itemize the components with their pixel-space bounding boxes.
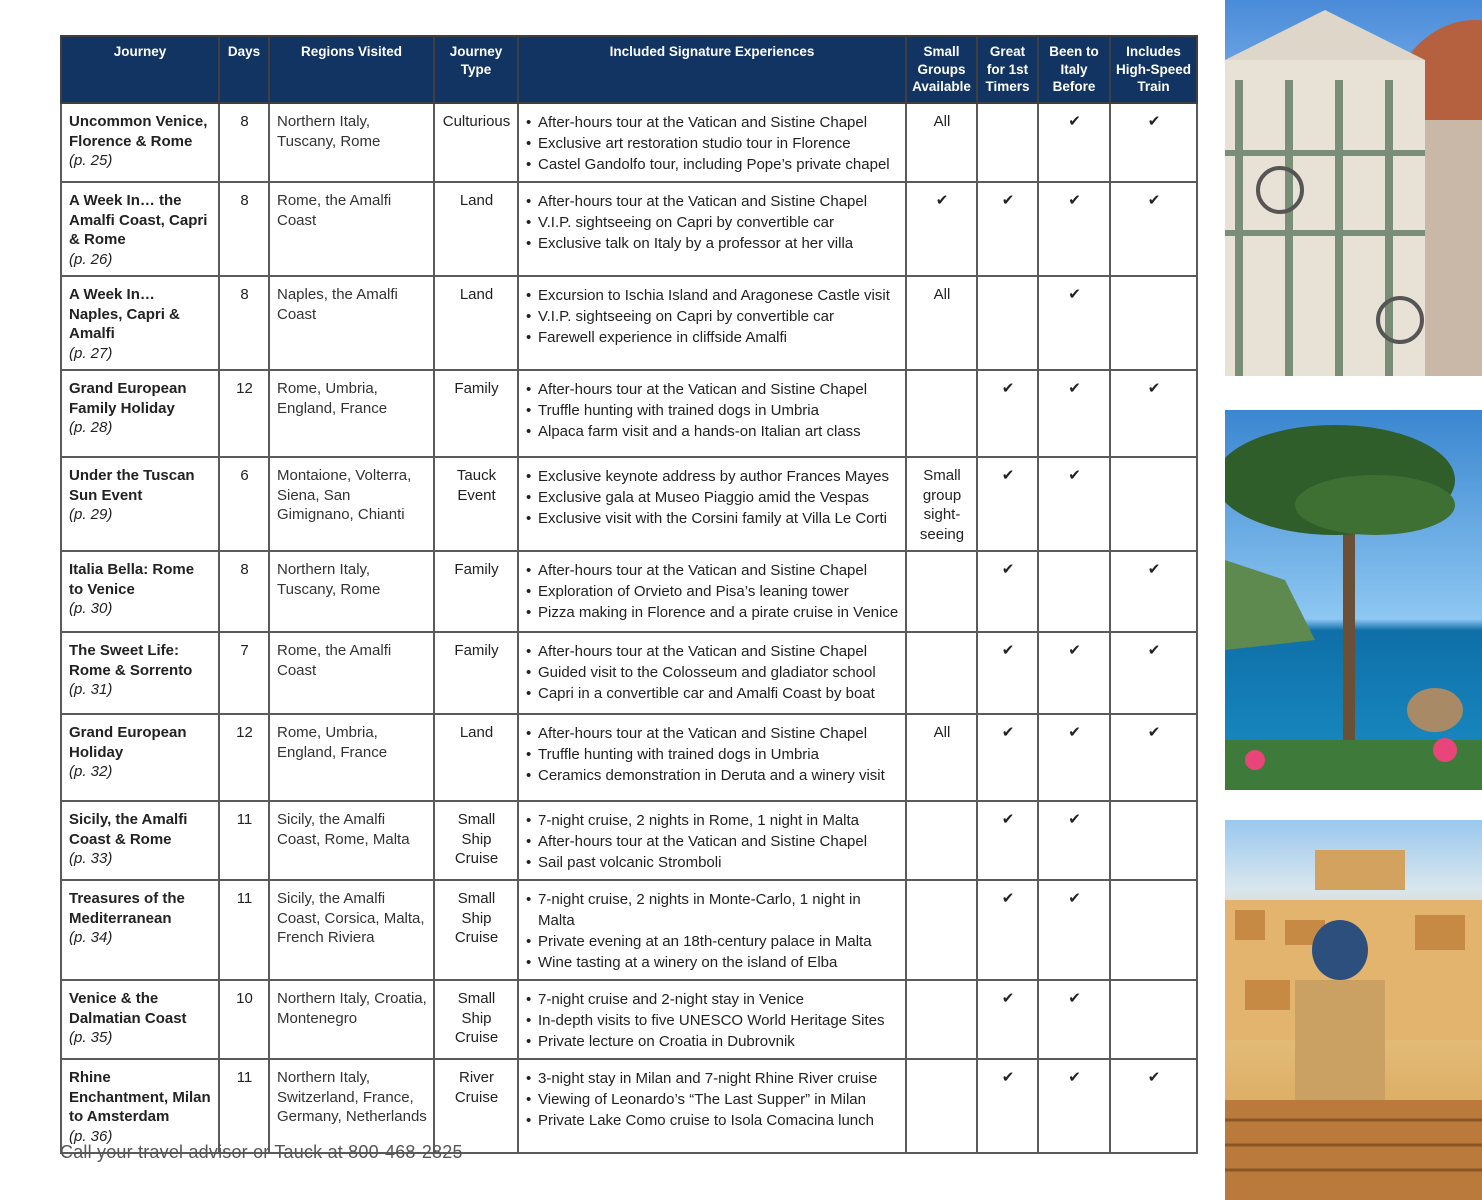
first-timers-cell: ✔	[977, 980, 1038, 1059]
first-timers-cell	[977, 276, 1038, 370]
experience-item: • After-hours tour at the Vatican and Sistine Chapel	[526, 723, 899, 744]
header-type: Journey Type	[434, 36, 518, 103]
journey-title: A Week In… Naples, Capri & Amalfi	[69, 286, 180, 342]
experience-item: • Farewell experience in cliffside Amalfi	[526, 327, 899, 348]
days-cell: 6	[219, 457, 269, 551]
high-speed-train-cell: ✔	[1110, 551, 1197, 632]
days-cell: 11	[219, 880, 269, 980]
journey-page: (p. 31)	[69, 681, 113, 698]
been-to-italy-cell: ✔	[1038, 276, 1110, 370]
experience-item: • After-hours tour at the Vatican and Sistine Chapel	[526, 379, 899, 400]
experience-item: • After-hours tour at the Vatican and Sistine Chapel	[526, 191, 899, 212]
table-row	[61, 457, 1197, 551]
experience-item: • Excursion to Ischia Island and Aragonese Castle visit	[526, 285, 899, 306]
type-cell: Family	[434, 632, 518, 714]
been-to-italy-cell: ✔	[1038, 1059, 1110, 1153]
regions-cell: Montaione, Volterra, Siena, San Gimignano, Chianti	[269, 457, 434, 551]
been-to-italy-cell: ✔	[1038, 370, 1110, 457]
journey-cell	[61, 103, 219, 182]
experiences-cell	[518, 632, 906, 714]
experience-item: • In-depth visits to five UNESCO World Heritage Sites	[526, 1010, 899, 1031]
first-timers-cell	[977, 103, 1038, 182]
experiences-cell	[518, 801, 906, 880]
regions-cell: Rome, Umbria, England, France	[269, 370, 434, 457]
experience-item: • V.I.P. sightseeing on Capri by convertible car	[526, 212, 899, 233]
journey-title: A Week In… the Amalfi Coast, Capri & Rome	[69, 192, 208, 248]
regions-cell: Rome, the Amalfi Coast	[269, 182, 434, 276]
experience-item: • 7-night cruise and 2-night stay in Venice	[526, 989, 899, 1010]
first-timers-cell: ✔	[977, 801, 1038, 880]
amalfi-coast-pine-photo	[1225, 410, 1482, 790]
journey-page: (p. 29)	[69, 506, 113, 523]
regions-cell: Naples, the Amalfi Coast	[269, 276, 434, 370]
experience-item: • Exclusive keynote address by author Frances Mayes	[526, 466, 899, 487]
journey-title: Under the Tuscan Sun Event	[69, 467, 195, 504]
experiences-cell	[518, 980, 906, 1059]
small-groups-cell	[906, 1059, 977, 1153]
first-timers-cell: ✔	[977, 182, 1038, 276]
experience-item: • Castel Gandolfo tour, including Pope’s private chapel	[526, 154, 899, 175]
footer-contact-text: Call your travel advisor or Tauck at 800-468-2825	[60, 1142, 463, 1162]
table-row	[61, 551, 1197, 632]
type-cell: Land	[434, 276, 518, 370]
type-cell: Small Ship Cruise	[434, 801, 518, 880]
experience-item: • After-hours tour at the Vatican and Sistine Chapel	[526, 831, 899, 852]
experience-item: • Exclusive talk on Italy by a professor at her villa	[526, 233, 899, 254]
type-cell: Tauck Event	[434, 457, 518, 551]
small-groups-cell	[906, 880, 977, 980]
journey-cell	[61, 714, 219, 801]
type-cell: River Cruise	[434, 1059, 518, 1153]
days-cell: 8	[219, 182, 269, 276]
journey-cell	[61, 980, 219, 1059]
first-timers-cell: ✔	[977, 457, 1038, 551]
small-groups-cell	[906, 801, 977, 880]
type-cell: Family	[434, 551, 518, 632]
first-timers-cell: ✔	[977, 714, 1038, 801]
days-cell: 7	[219, 632, 269, 714]
high-speed-train-cell	[1110, 276, 1197, 370]
table-row	[61, 276, 1197, 370]
high-speed-train-cell: ✔	[1110, 632, 1197, 714]
been-to-italy-cell	[1038, 551, 1110, 632]
experience-item: • Wine tasting at a winery on the island of Elba	[526, 952, 899, 973]
experiences-cell	[518, 370, 906, 457]
experiences-cell	[518, 1059, 906, 1153]
table-row	[61, 880, 1197, 980]
experience-item: • Private evening at an 18th-century palace in Malta	[526, 931, 899, 952]
regions-cell: Sicily, the Amalfi Coast, Rome, Malta	[269, 801, 434, 880]
experience-item: • Ceramics demonstration in Deruta and a winery visit	[526, 765, 899, 786]
header-small-groups: Small Groups Available	[906, 36, 977, 103]
first-timers-cell: ✔	[977, 1059, 1038, 1153]
experience-item: • 7-night cruise, 2 nights in Rome, 1 night in Malta	[526, 810, 899, 831]
journey-comparison-table	[60, 35, 1198, 1154]
journey-cell	[61, 551, 219, 632]
days-cell: 11	[219, 801, 269, 880]
days-cell: 12	[219, 714, 269, 801]
high-speed-train-cell	[1110, 457, 1197, 551]
experiences-cell	[518, 103, 906, 182]
type-cell: Land	[434, 714, 518, 801]
high-speed-train-cell: ✔	[1110, 714, 1197, 801]
journey-title: Venice & the Dalmatian Coast	[69, 990, 187, 1027]
high-speed-train-cell	[1110, 880, 1197, 980]
table-row	[61, 632, 1197, 714]
high-speed-train-cell: ✔	[1110, 182, 1197, 276]
small-groups-cell: All	[906, 103, 977, 182]
experience-item: • After-hours tour at the Vatican and Sistine Chapel	[526, 641, 899, 662]
small-groups-cell	[906, 370, 977, 457]
first-timers-cell: ✔	[977, 370, 1038, 457]
regions-cell: Northern Italy, Tuscany, Rome	[269, 551, 434, 632]
type-cell: Small Ship Cruise	[434, 880, 518, 980]
been-to-italy-cell: ✔	[1038, 714, 1110, 801]
been-to-italy-cell: ✔	[1038, 880, 1110, 980]
header-regions: Regions Visited	[269, 36, 434, 103]
header-experiences: Included Signature Experiences	[518, 36, 906, 103]
experience-item: • Truffle hunting with trained dogs in Umbria	[526, 744, 899, 765]
small-groups-cell: All	[906, 714, 977, 801]
type-cell: Small Ship Cruise	[434, 980, 518, 1059]
journey-page: (p. 27)	[69, 344, 113, 362]
days-cell: 8	[219, 103, 269, 182]
small-groups-cell: All	[906, 276, 977, 370]
header-been-to-italy: Been to Italy Before	[1038, 36, 1110, 103]
been-to-italy-cell: ✔	[1038, 632, 1110, 714]
table-row	[61, 714, 1197, 801]
journey-cell	[61, 1059, 219, 1153]
journey-page: (p. 33)	[69, 850, 113, 867]
journey-page: (p. 34)	[69, 929, 113, 946]
header-days: Days	[219, 36, 269, 103]
journey-page: (p. 25)	[69, 152, 113, 169]
high-speed-train-cell: ✔	[1110, 1059, 1197, 1153]
journey-title: The Sweet Life: Rome & Sorrento	[69, 642, 193, 679]
journey-page: (p. 30)	[69, 600, 113, 617]
experience-item: • Exclusive visit with the Corsini family at Villa Le Corti	[526, 508, 899, 529]
journey-page: (p. 36)	[69, 1127, 113, 1145]
experience-item: • After-hours tour at the Vatican and Sistine Chapel	[526, 560, 899, 581]
experiences-cell	[518, 276, 906, 370]
days-cell: 8	[219, 276, 269, 370]
days-cell: 12	[219, 370, 269, 457]
header-first-timers: Great for 1st Timers	[977, 36, 1038, 103]
header-journey: Journey	[61, 36, 219, 103]
small-groups-cell: ✔	[906, 182, 977, 276]
journey-page: (p. 28)	[69, 419, 113, 436]
journey-title: Grand European Family Holiday	[69, 380, 187, 417]
sicily-town-photo	[1225, 820, 1482, 1200]
header-high-speed: Includes High-Speed Train	[1110, 36, 1197, 103]
regions-cell: Northern Italy, Croatia, Montenegro	[269, 980, 434, 1059]
header-row	[61, 36, 1197, 103]
first-timers-cell: ✔	[977, 551, 1038, 632]
experience-item: • Private Lake Como cruise to Isola Comacina lunch	[526, 1110, 899, 1131]
table-row	[61, 801, 1197, 880]
regions-cell: Northern Italy, Switzerland, France, Germany, Netherlands	[269, 1059, 434, 1153]
first-timers-cell: ✔	[977, 880, 1038, 980]
been-to-italy-cell: ✔	[1038, 457, 1110, 551]
experience-item: • Alpaca farm visit and a hands-on Italian art class	[526, 421, 899, 442]
journey-cell	[61, 370, 219, 457]
experiences-cell	[518, 551, 906, 632]
regions-cell: Rome, the Amalfi Coast	[269, 632, 434, 714]
been-to-italy-cell: ✔	[1038, 103, 1110, 182]
experience-item: • Exclusive art restoration studio tour in Florence	[526, 133, 899, 154]
experience-item: • Exploration of Orvieto and Pisa’s leaning tower	[526, 581, 899, 602]
experiences-cell	[518, 880, 906, 980]
table-row	[61, 370, 1197, 457]
experiences-cell	[518, 182, 906, 276]
experience-item: • 7-night cruise, 2 nights in Monte-Carlo, 1 night in Malta	[526, 889, 899, 931]
experience-item: • Sail past volcanic Stromboli	[526, 852, 899, 873]
days-cell: 11	[219, 1059, 269, 1153]
been-to-italy-cell: ✔	[1038, 182, 1110, 276]
been-to-italy-cell: ✔	[1038, 980, 1110, 1059]
journey-title: Italia Bella: Rome to Venice	[69, 561, 195, 598]
journey-title: Treasures of the Mediterranean	[69, 890, 185, 927]
high-speed-train-cell	[1110, 980, 1197, 1059]
experience-item: • After-hours tour at the Vatican and Sistine Chapel	[526, 112, 899, 133]
table-row	[61, 182, 1197, 276]
experience-item: • 3-night stay in Milan and 7-night Rhine River cruise	[526, 1068, 899, 1089]
journey-cell	[61, 276, 219, 370]
journey-cell	[61, 880, 219, 980]
experiences-cell	[518, 714, 906, 801]
small-groups-cell	[906, 980, 977, 1059]
experience-item: • Private lecture on Croatia in Dubrovnik	[526, 1031, 899, 1052]
experience-item: • Guided visit to the Colosseum and gladiator school	[526, 662, 899, 683]
table-row	[61, 103, 1197, 182]
journey-page: (p. 35)	[69, 1029, 113, 1046]
table-row	[61, 980, 1197, 1059]
journey-cell	[61, 801, 219, 880]
high-speed-train-cell	[1110, 801, 1197, 880]
high-speed-train-cell: ✔	[1110, 103, 1197, 182]
experience-item: • Pizza making in Florence and a pirate cruise in Venice	[526, 602, 899, 623]
journey-cell	[61, 632, 219, 714]
been-to-italy-cell: ✔	[1038, 801, 1110, 880]
small-groups-cell	[906, 551, 977, 632]
journey-cell	[61, 457, 219, 551]
first-timers-cell: ✔	[977, 632, 1038, 714]
type-cell: Family	[434, 370, 518, 457]
table-row	[61, 1059, 1197, 1153]
experience-item: • Exclusive gala at Museo Piaggio amid the Vespas	[526, 487, 899, 508]
experience-item: • V.I.P. sightseeing on Capri by convertible car	[526, 306, 899, 327]
days-cell: 8	[219, 551, 269, 632]
experience-item: • Capri in a convertible car and Amalfi Coast by boat	[526, 683, 899, 704]
regions-cell: Rome, Umbria, England, France	[269, 714, 434, 801]
regions-cell: Sicily, the Amalfi Coast, Corsica, Malta, French Riviera	[269, 880, 434, 980]
small-groups-cell	[906, 632, 977, 714]
journey-title: Uncommon Venice, Florence & Rome	[69, 113, 208, 150]
florence-cathedral-photo	[1225, 0, 1482, 376]
type-cell: Culturious	[434, 103, 518, 182]
days-cell: 10	[219, 980, 269, 1059]
experience-item: • Viewing of Leonardo’s “The Last Supper” in Milan	[526, 1089, 899, 1110]
small-groups-cell: Small group sight-seeing	[906, 457, 977, 551]
journey-title: Sicily, the Amalfi Coast & Rome	[69, 811, 188, 848]
type-cell: Land	[434, 182, 518, 276]
high-speed-train-cell: ✔	[1110, 370, 1197, 457]
experience-item: • Truffle hunting with trained dogs in Umbria	[526, 400, 899, 421]
journey-page: (p. 26)	[69, 250, 113, 268]
regions-cell: Northern Italy, Tuscany, Rome	[269, 103, 434, 182]
journey-title: Rhine Enchantment, Milan to Amsterdam	[69, 1069, 211, 1125]
journey-cell	[61, 182, 219, 276]
experiences-cell	[518, 457, 906, 551]
journey-title: Grand European Holiday	[69, 724, 187, 761]
journey-page: (p. 32)	[69, 763, 113, 780]
